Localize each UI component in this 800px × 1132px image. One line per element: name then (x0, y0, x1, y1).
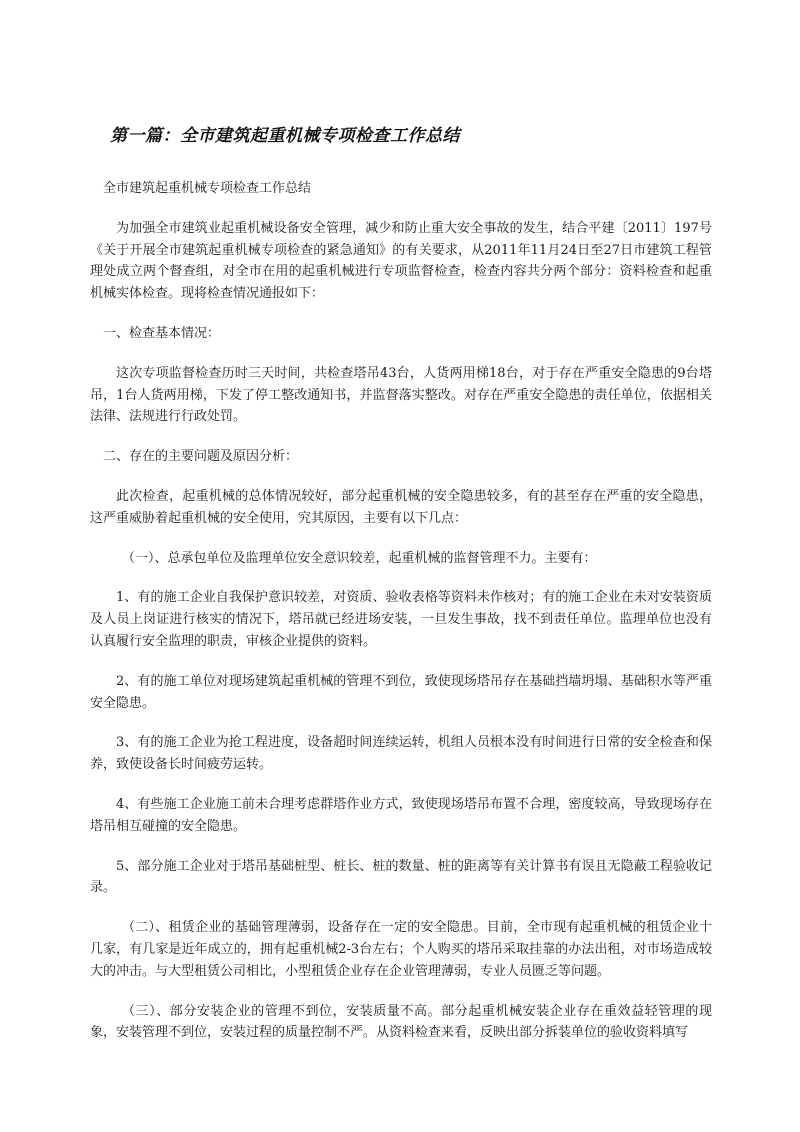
list-paragraph: 1、有的施工企业自我保护意识较差，对资质、验收表格等资料未作核对；有的施工企业在未对安装资质及人员上岗证进行核实的情况下，塔吊就已经进场安装，一旦发生事故，找不到责任单位。监理单位也没有认真履行安全监理的职责，审核企业提供的资料。 (90, 590, 712, 649)
paragraph: 此次检查，起重机械的总体情况较好，部分起重机械的安全隐患较多，有的甚至存在严重的安全隐患，这严重威胁着起重机械的安全使用，究其原因，主要有以下几点： (90, 488, 712, 526)
section-heading: 二、存在的主要问题及原因分析： (103, 449, 299, 465)
list-paragraph: 4、有些施工企业施工前未合理考虑群塔作业方式，致使现场塔吊布置不合理，密度较高，导致现场存在塔吊相互碰撞的安全隐患。 (90, 796, 712, 834)
subsection-paragraph: （三）、部分安装企业的管理不到位，安装质量不高。部分起重机械安装企业存在重效益轻管理的现象，安装管理不到位，安装过程的质量控制不严。从资料检查来看，反映出部分拆装单位的验收资料填写 (90, 1003, 712, 1041)
paragraph: 这次专项监督检查历时三天时间，共检查塔吊43台，人货两用梯18台，对于存在严重安全隐患的9台塔吊，1台人货两用梯，下发了停工整改通知书，并监督落实整改。对存在严重安全隐患的责任单位，依据相关法律、法规进行行政处罚。 (90, 365, 712, 425)
document-body (90, 178, 712, 1062)
paragraph: 为加强全市建筑业起重机械设备安全管理，减少和防止重大安全事故的发生，结合平建〔2011〕197号《关于开展全市建筑起重机械专项检查的紧急通知》的有关要求，从2011年11月24日至27日市建筑工程管理处成立两个督查组，对全市在用的起重机械进行专项监督检查，检查内容共分两个部分：资料检查和起重机械实体检查。现将检查情况通报如下： (90, 220, 712, 302)
subtitle-paragraph: 全市建筑起重机械专项检查工作总结 (103, 181, 312, 196)
list-paragraph: 2、有的施工单位对现场建筑起重机械的管理不到位，致使现场塔吊存在基础挡墙坍塌、基础积水等严重安全隐患。 (90, 673, 712, 711)
subsection-heading: （一）、总承包单位及监理单位安全意识较差，起重机械的监督管理不力。主要有： (122, 550, 597, 566)
list-paragraph: 3、有的施工企业为抢工程进度，设备超时间连续运转，机组人员根本没有时间进行日常的安全检查和保养，致使设备长时间疲劳运转。 (90, 735, 712, 773)
subsection-paragraph: （二）、租赁企业的基础管理薄弱，设备存在一定的安全隐患。目前，全市现有起重机械的租赁企业十几家，有几家是近年成立的，拥有起重机械2-3台左右；个人购买的塔吊采取挂靠的办法出租，对市场造成较大的冲击。与大型租赁公司相比，小型租赁企业存在企业管理薄弱，专业人员匮乏等问题。 (90, 920, 712, 979)
document-title: 第一篇：全市建筑起重机械专项检查工作总结 (110, 126, 460, 146)
list-paragraph: 5、部分施工企业对于塔吊基础桩型、桩长、桩的数量、桩的距离等有关计算书有误且无隐蔽工程验收记录。 (90, 858, 712, 896)
section-heading: 一、检查基本情况： (103, 325, 221, 341)
